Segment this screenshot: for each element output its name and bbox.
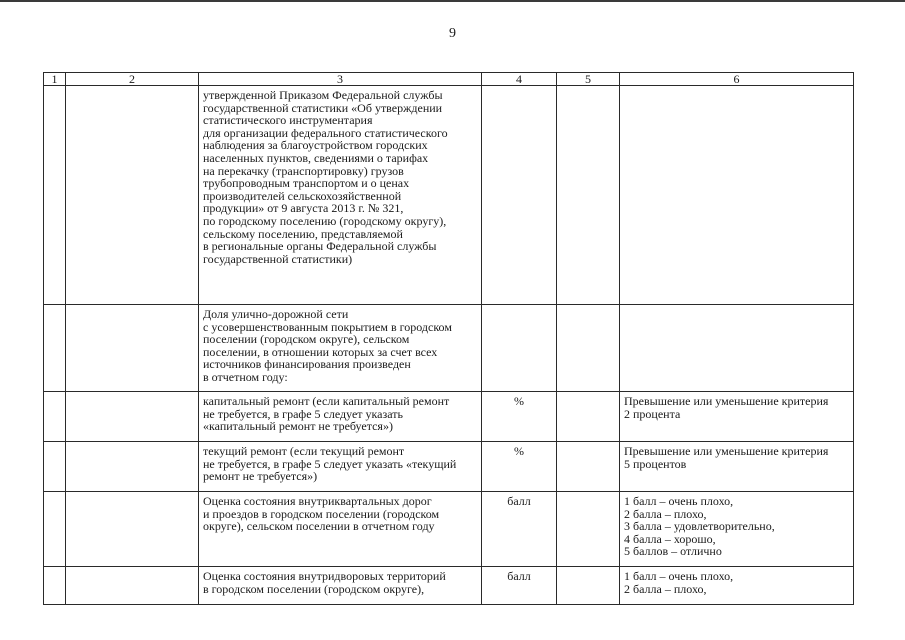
row-number-cell [44, 86, 66, 305]
column-header: 3 [199, 73, 482, 86]
note-cell [620, 86, 854, 305]
table-row [44, 567, 854, 605]
unit-cell: балл [482, 492, 557, 567]
column-header: 1 [44, 73, 66, 86]
row-number-cell [44, 492, 66, 567]
criterion-group-cell [66, 86, 199, 305]
unit-cell: балл [482, 567, 557, 605]
unit-cell [482, 86, 557, 305]
criterion-group-cell [66, 492, 199, 567]
indicator-cell: Доля улично-дорожной сети с усовершенствованным покрытием в городском поселении (городском округе), сельском поселении, в отношении которых за счет всех источников финансирования произведен в отчетном году: [199, 305, 482, 392]
unit-cell: % [482, 442, 557, 492]
value-cell [557, 86, 620, 305]
row-number-cell [44, 392, 66, 442]
column-header: 4 [482, 73, 557, 86]
value-cell [557, 392, 620, 442]
value-cell [557, 442, 620, 492]
table-row [44, 392, 854, 442]
column-header: 2 [66, 73, 199, 86]
value-cell [557, 492, 620, 567]
note-cell: Превышение или уменьшение критерия 2 процента [620, 392, 854, 442]
criteria-table [43, 72, 854, 605]
indicator-cell: капитальный ремонт (если капитальный ремонт не требуется, в графе 5 следует указать «капитальный ремонт не требуется») [199, 392, 482, 442]
note-cell [620, 305, 854, 392]
scan-top-edge [0, 0, 905, 2]
indicator-cell: текущий ремонт (если текущий ремонт не требуется, в графе 5 следует указать «текущий ремонт не требуется») [199, 442, 482, 492]
note-cell: Превышение или уменьшение критерия 5 процентов [620, 442, 854, 492]
row-number-cell [44, 567, 66, 605]
table-row [44, 86, 854, 305]
table-row [44, 442, 854, 492]
row-number-cell [44, 305, 66, 392]
table-header-row [44, 73, 854, 86]
table-row [44, 305, 854, 392]
note-cell: 1 балл – очень плохо, 2 балла – плохо, [620, 567, 854, 605]
column-header: 6 [620, 73, 854, 86]
note-cell: 1 балл – очень плохо, 2 балла – плохо, 3 балла – удовлетворительно, 4 балла – хорошо, 5 баллов – отлично [620, 492, 854, 567]
value-cell [557, 567, 620, 605]
criterion-group-cell [66, 305, 199, 392]
unit-cell: % [482, 392, 557, 442]
row-number-cell [44, 442, 66, 492]
unit-cell [482, 305, 557, 392]
criterion-group-cell [66, 442, 199, 492]
page-number: 9 [449, 26, 456, 41]
indicator-cell: утвержденной Приказом Федеральной службы государственной статистики «Об утверждении статистического инструментария для организации федерального статистического наблюдения за благоустройством городских населенных пунктов, сведениями о тарифах на перекачку (транспортировку) грузов трубопроводным транспортом и о ценах производителей сельскохозяйственной продукции» от 9 августа 2013 г. № 321, по городскому поселению (городскому округу), сельскому поселению, представляемой в региональные органы Федеральной службы государственной статистики) [199, 86, 482, 305]
column-header: 5 [557, 73, 620, 86]
value-cell [557, 305, 620, 392]
criterion-group-cell [66, 567, 199, 605]
criterion-group-cell [66, 392, 199, 442]
indicator-cell: Оценка состояния внутридворовых территорий в городском поселении (городском округе), [199, 567, 482, 605]
table-row [44, 492, 854, 567]
indicator-cell: Оценка состояния внутриквартальных дорог и проездов в городском поселении (городском округе), сельском поселении в отчетном году [199, 492, 482, 567]
